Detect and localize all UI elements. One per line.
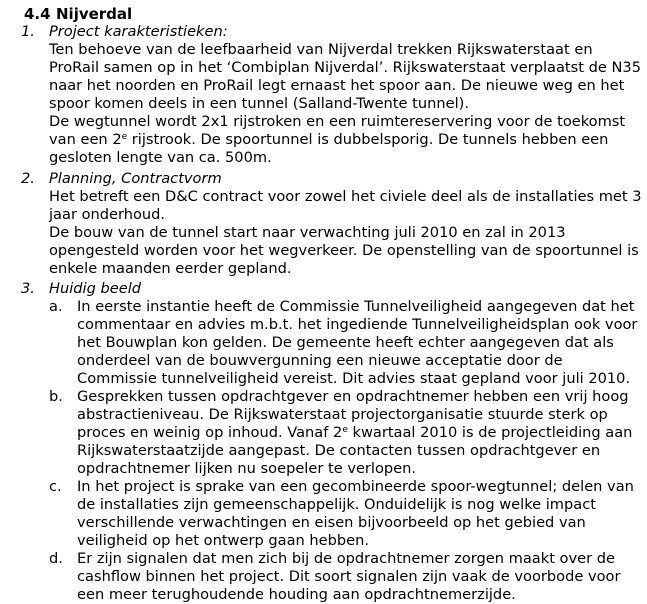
text-line: gesloten lengte van ca. 500m. [49,149,272,166]
text-line: verschillende verwachtingen en eisen bijvoorbeeld op het gebied van [77,514,586,531]
list-item-letter: d. [49,550,63,567]
text-line: cashflow binnen het project. Dit soort signalen zijn vaak de voorbode voor [77,568,621,585]
section-paragraph [49,188,641,278]
text-line: In het project is sprake van een gecombineerde spoor-wegtunnel; delen van [77,478,634,495]
text-line: enkele maanden eerder gepland. [49,260,292,277]
text-line: abstractieniveau. De Rijkswaterstaat projectorganisatie stuurde sterk op [77,406,608,423]
text-line: De bouw van de tunnel start naar verwachting juli 2010 en zal in 2013 [49,224,566,241]
section-number: 2. [21,170,35,187]
text-line: proces en weinig op inhoud. Vanaf 2e kwartaal 2010 is de projectleiding aan [77,424,633,441]
list-item-letter: b. [49,388,63,405]
text-line: opengesteld worden voor het wegverkeer. De openstelling van de spoortunnel is [49,242,639,259]
section-planning-contractvorm [21,170,641,278]
heading-number: 4.4 [24,5,51,23]
section-heading [24,5,132,23]
heading-title: Nijverdal [56,5,133,23]
section-paragraph [49,41,641,167]
text-line: spoor komen deels in een tunnel (Salland-Twente tunnel). [49,95,469,112]
list-item-letter: c. [49,478,62,495]
list-item-c [49,478,641,550]
text-line: opdrachtnemer lijken nu soepeler te verlopen. [77,460,417,477]
section-title [21,23,641,41]
section-title [21,170,641,188]
text-line: Rijkswaterstaatzijde aangepast. De contacten tussen opdrachtgever en [77,442,601,459]
text-line: Gesprekken tussen opdrachtgever en opdrachtnemer hebben een vrij hoog [77,388,629,405]
text-line: veiligheid op het ontwerp gaan hebben. [77,532,370,549]
section-title-text: Huidig beeld [49,280,142,297]
text-line: jaar onderhoud. [49,206,166,223]
section-huidig-beeld [21,280,641,604]
section-number: 3. [21,280,35,297]
text-line: naar het noorden en ProRail legt ernaast het spoor aan. De nieuwe weg en het [49,77,625,94]
list-item-b [49,388,641,478]
text-line: Het betreft een D&C contract voor zowel het civiele deel als de installaties met 3 [49,188,642,205]
text-line: Er zijn signalen dat men zich bij de opdrachtnemer zorgen maakt over de [77,550,615,567]
section-title-text: Project karakteristieken: [49,23,228,40]
text-line: Ten behoeve van de leefbaarheid van Nijverdal trekken Rijkswaterstaat en [49,41,593,58]
text-line: commentaar en advies m.b.t. het ingediende Tunnelveiligheidsplan ook voor [77,316,638,333]
section-title-text: Planning, Contractvorm [49,170,222,187]
text-line: onderdeel van de bouwvergunning een nieuwe acceptatie door de [77,352,563,369]
list-item-a [49,298,641,388]
text-line: De wegtunnel wordt 2x1 rijstroken en een ruimtereservering voor de toekomst [49,113,626,130]
text-line: het Bouwplan kon gelden. De gemeente heeft echter aangegeven dat als [77,334,614,351]
list-item-letter: a. [49,298,63,315]
text-line: een meer terughoudende houding aan opdrachtnemerzijde. [77,586,516,603]
text-line: van een 2e rijstrook. De spoortunnel is dubbelsporig. De tunnels hebben een [49,131,609,148]
text-line: In eerste instantie heeft de Commissie Tunnelveiligheid aangegeven dat het [77,298,635,315]
text-line: de installaties zijn gemeenschappelijk. Onduidelijk is nog welke impact [77,496,596,513]
section-project-karakteristieken [21,23,641,167]
text-line: Commissie tunnelveiligheid vereist. Dit advies staat gepland voor juli 2010. [77,370,631,387]
section-number: 1. [21,23,35,40]
section-title [21,280,641,298]
text-line: ProRail samen op in het ‘Combiplan Nijverdal’. Rijkswaterstaat verplaatst de N35 [49,59,641,76]
